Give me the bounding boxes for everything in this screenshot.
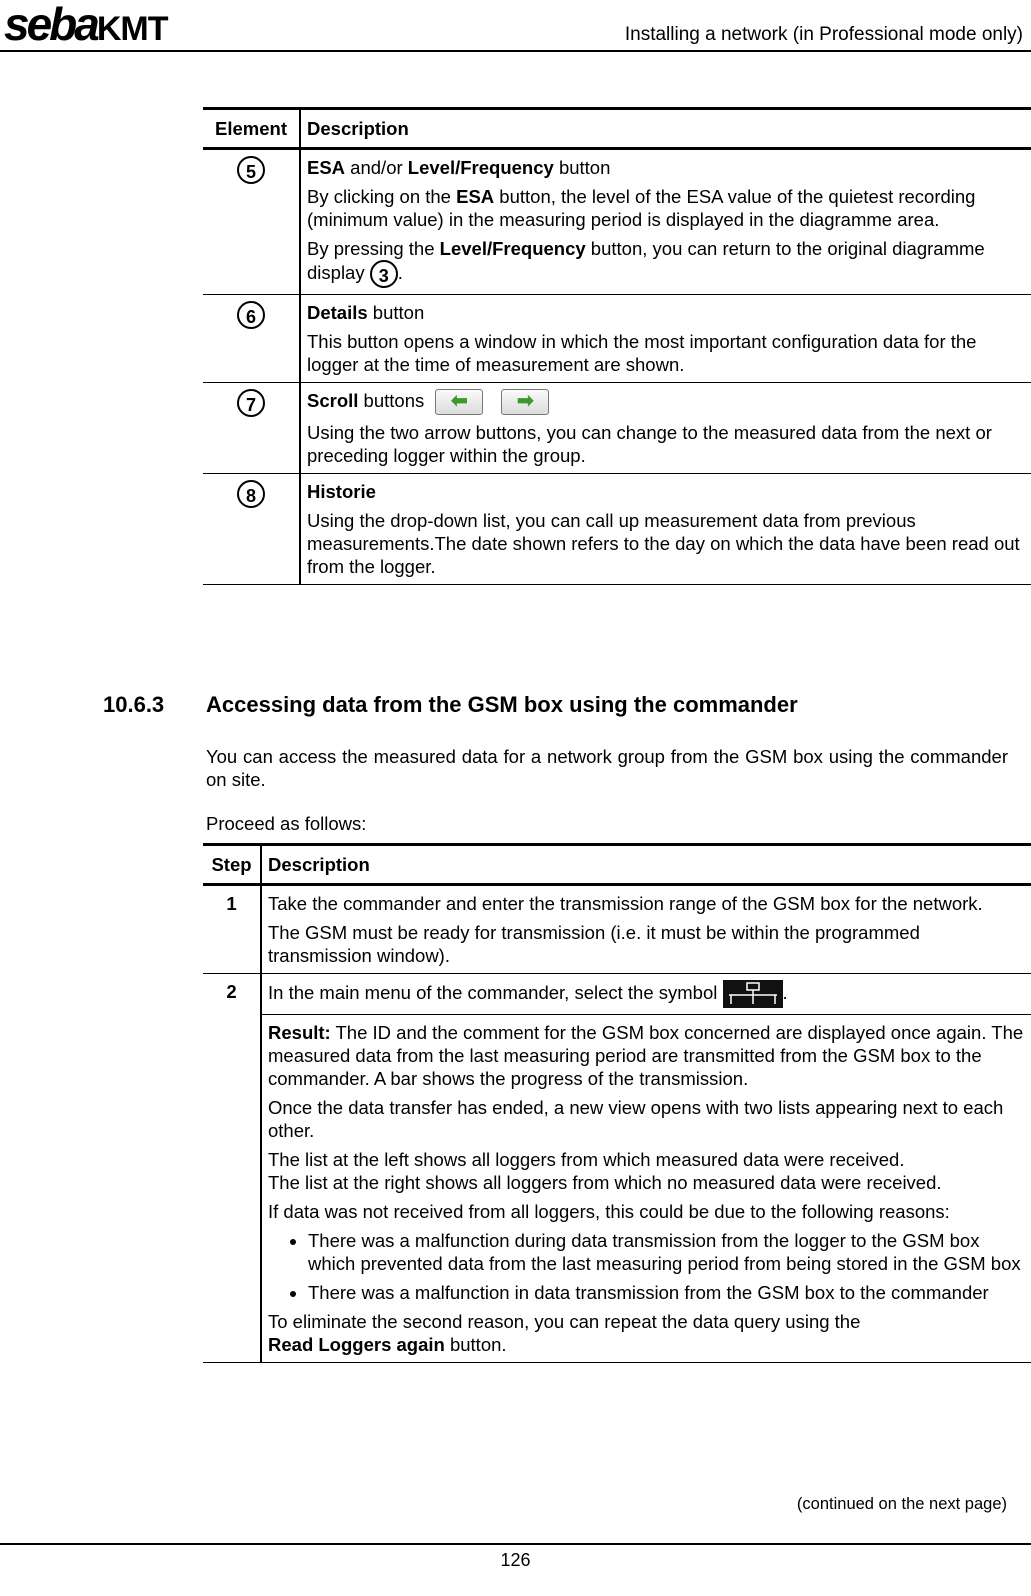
list-item: • There was a malfunction during data transmission from the logger to the GSM box which prevented data from the last measuring period from being stored in the GSM box: [308, 1229, 1025, 1275]
arrow-left-icon: ⬅: [435, 389, 483, 415]
callout-5-icon: 5: [237, 156, 265, 184]
table-row: [203, 149, 1031, 295]
step-number: 2: [203, 974, 261, 1363]
table-header-row: [203, 845, 1031, 885]
reasons-list: [268, 1229, 1025, 1304]
logo-seba: seba: [4, 0, 97, 50]
intro-paragraph: You can access the measured data for a network group from the GSM box using the commander on site.: [206, 746, 1008, 790]
page-number: 126: [500, 1550, 531, 1570]
step-result: Result: The ID and the comment for the GSM box concerned are displayed once again. The measured data from the last measuring period are transmitted from the GSM box to the commander. A bar shows the progress of the transmission. Once the data transfer has ended, a new view opens with two lists appearing next to each other. The list at the left shows all loggers from which measured data were received. The list at the right shows all loggers from which no measured data were received. If data was not received from all loggers, this could be due to the following reasons: • There was a malfunction during data transmission from the logger to the GSM box which prevented data from the last measuring period from being stored in the GSM box • There was a malfunction in data transmission from the GSM box to the commander To eliminate the second reason, you can repeat the data query using the Read Loggers again button.: [261, 1015, 1031, 1363]
table-row: [203, 474, 1031, 585]
section-title: Accessing data from the GSM box using the commander: [206, 692, 798, 717]
step-description: Take the commander and enter the transmission range of the GSM box for the network. The GSM must be ready for transmission (i.e. it must be within the programmed transmission window).: [268, 893, 983, 966]
network-icon: [723, 980, 783, 1008]
callout-8-icon: 8: [237, 480, 265, 508]
column-header-description: Description: [307, 118, 409, 139]
table-row: [203, 1015, 1031, 1363]
table-row: [203, 974, 1031, 1015]
list-item: • There was a malfunction in data transmission from the GSM box to the commander: [308, 1281, 1025, 1304]
row-description: ESA and/or Level/Frequency button By clicking on the ESA button, the level of the ESA value of the quietest recording (minimum value) in the measuring period is displayed in the diagramme area. By pressing the Level/Frequency button, you can return to the original diagramme display 3 .: [307, 157, 985, 286]
column-header-element: Element: [203, 109, 300, 149]
sebakmt-logo: [4, 2, 168, 51]
table-row: [203, 885, 1031, 974]
table-row: [203, 383, 1031, 474]
table-header-row: [203, 109, 1031, 149]
step-description: In the main menu of the commander, select the symbol .: [261, 974, 1031, 1015]
row-description: Scroll buttons ⬅ ➡ Using the two arrow buttons, you can change to the measured data from the next or preceding logger within the group.: [307, 390, 992, 467]
scroll-buttons-image: [435, 389, 549, 415]
page-header: [0, 0, 1031, 52]
arrow-right-icon: ➡: [501, 389, 549, 415]
elements-table: [203, 107, 1031, 585]
logo-kmt: KMT: [96, 10, 168, 48]
callout-3-icon: 3: [370, 260, 398, 288]
step-number: 1: [203, 885, 261, 974]
header-title: Installing a network (in Professional mode only): [624, 24, 1023, 45]
proceed-paragraph: Proceed as follows:: [206, 813, 367, 834]
row-description: Historie Using the drop-down list, you can call up measurement data from previous measurements.The date shown refers to the day on which the data have been read out from the logger.: [307, 481, 1020, 578]
section-number: 10.6.3: [103, 692, 165, 717]
column-header-step: Step: [203, 845, 261, 885]
footer-divider: [0, 1543, 1031, 1545]
table-row: [203, 295, 1031, 383]
callout-6-icon: 6: [237, 301, 265, 329]
section-heading: [103, 692, 798, 718]
column-header-description: Description: [268, 854, 370, 875]
callout-7-icon: 7: [237, 389, 265, 417]
continued-note: (continued on the next page): [796, 1495, 1007, 1513]
steps-table: [203, 843, 1031, 1363]
row-description: Details button This button opens a window in which the most important configuration data for the logger at the time of measurement are shown.: [307, 302, 977, 375]
